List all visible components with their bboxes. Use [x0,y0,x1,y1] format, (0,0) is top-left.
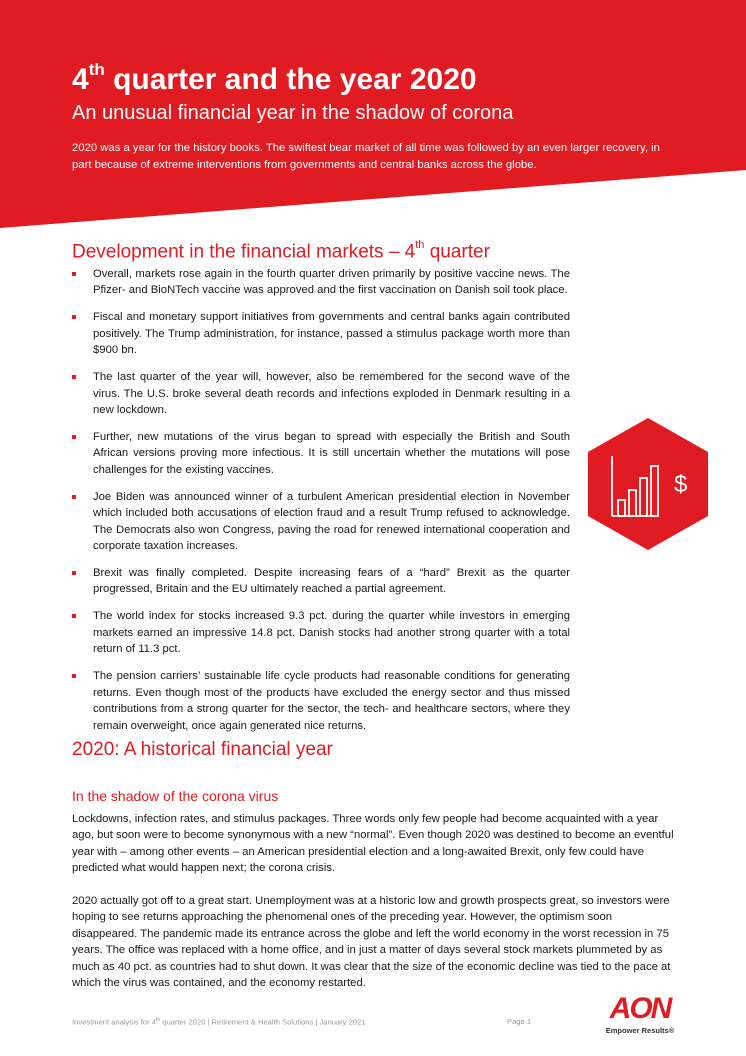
list-item: The pension carriers’ sustainable life cycle products had reasonable conditions for generating returns. Even though most of the products have excluded the energy sector and thus missed contributions from a strong quarter for the sector, the tech- and healthcare sectors, where they remain overweight, once again generated nice returns. [70,668,570,734]
list-item: The last quarter of the year will, however, also be remembered for the second wave of the virus. The U.S. broke several death records and infections exploded in Denmark resulting in a new lockdown. [70,369,570,418]
body-paragraph-2: 2020 actually got off to a great start. Unemployment was at a historic low and growth prospects great, so investors were hoping to see returns approaching the phenomenal ones of the preceding year. However, the optimism soon disappeared. The pandemic made its entrance across the globe and left the world economy in the worst recession in 75 years. The office was replaced with a home office, and in just a matter of days several stock markets plummeted by as much as 40 pct. as countries had to shut down. It was clear that the size of the economic decline was tied to the pace at which the virus was contained, and the economy restarted. [72,895,671,990]
dollar-glyph: $ [674,471,688,498]
bullet-marker [72,614,76,618]
header-content [72,55,682,174]
bullet-marker [72,495,76,499]
list-item: Brexit was finally completed. Despite increasing fears of a “hard” Brexit as the quarter progressed, Britain and the EU ultimately reached a partial agreement. [70,565,570,598]
page-subtitle: An unusual financial year in the shadow of corona [72,102,514,124]
body-paragraph-1: Lockdowns, infection rates, and stimulus packages. Three words only few people had become acquainted with a year ago, but soon were to become synonymous with a new “normal”. Even though 2020 was destined to become an eventful year with – among other events – an American presidential election and a long-awaited Brexit, only few could have predicted what would happen next; the corona crisis. [72,813,674,875]
list-item: Overall, markets rose again in the fourth quarter driven primarily by positive vaccine news. The Pfizer- and BioNTech vaccine was approved and the first vaccination on Danish soil took place. [70,266,570,299]
bullet-marker [72,571,76,575]
logo-wordmark: AON [609,992,671,1025]
bar-chart-dollar-icon [586,416,710,552]
bullet-marker [72,674,76,678]
intro-paragraph: 2020 was a year for the history books. The swiftest bear market of all time was followed by an even larger recovery, in part because of extreme interventions from governments and central banks across the globe. [72,142,660,171]
bullet-marker [72,315,76,319]
bullet-marker [72,435,76,439]
list-item: Joe Biden was announced winner of a turbulent American presidential election in November which included both accusations of election fraud and a result Trump refused to acknowledge. The Democrats also won Congress, paving the road for renewed international cooperation and corporate taxation increases. [70,489,570,555]
subsection-heading-corona: In the shadow of the corona virus [72,788,279,804]
list-item: Fiscal and monetary support initiatives from governments and central banks again contributed positively. The Trump administration, for instance, passed a stimulus package worth more than $900 bn. [70,309,570,358]
footer-text: Investment analysis for 4th quarter 2020 | Retirement & Health Solutions | January 2021 [72,1017,366,1027]
bullet-marker [72,272,76,276]
bullet-marker [72,375,76,379]
aon-logo [600,994,680,1035]
logo-tagline: Empower Results® [605,1026,675,1035]
page-number: Page 1 [507,1017,532,1026]
section-heading-historical-year: 2020: A historical financial year [72,739,333,760]
bullet-list [70,266,570,745]
list-item: Further, new mutations of the virus began to spread with especially the British and South African versions proving more infectious. It is still uncertain whether the mutations will pose challenges for the existing vaccines. [70,429,570,478]
section-heading-financial-markets: Development in the financial markets – 4th quarter [72,239,490,263]
page-title: 4th quarter and the year 2020 [72,60,477,96]
list-item: The world index for stocks increased 9.3 pct. during the quarter while investors in emerging markets earned an impressive 14.8 pct. Danish stocks had another strong quarter with a total return of 11.3 pct. [70,608,570,657]
